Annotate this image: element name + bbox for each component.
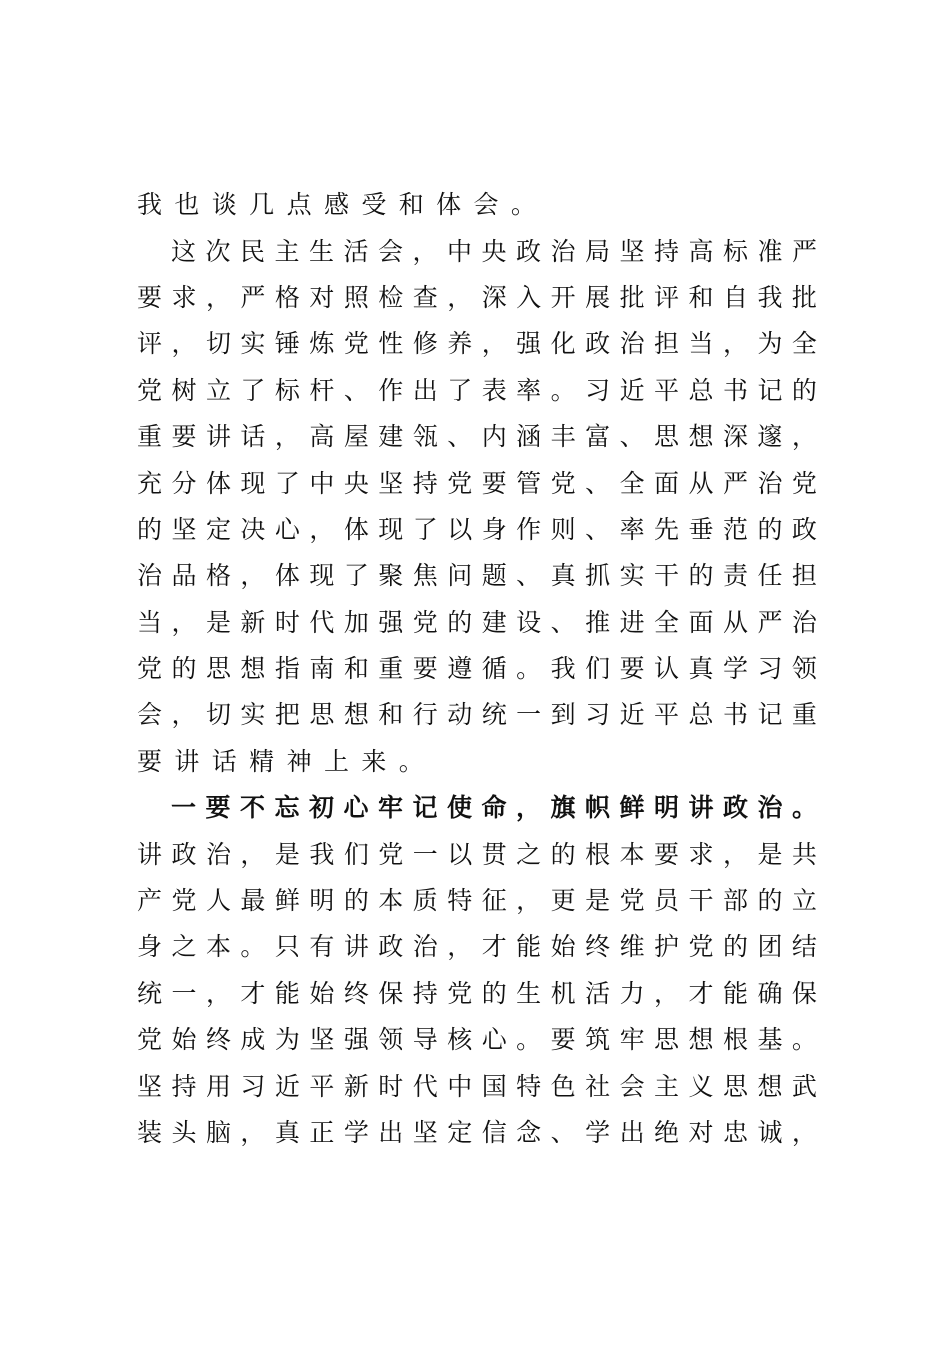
text-line: 我 也 谈 几 点 感 受 和 体 会 。 <box>137 190 536 220</box>
text-line: 会 ， 切 实 把 思 想 和 行 动 统 一 到 习 近 平 总 书 记 重 <box>137 700 817 730</box>
text-line: 治 品 格 ， 体 现 了 聚 焦 问 题 、 真 抓 实 干 的 责 任 担 <box>137 561 817 591</box>
section-heading-line: 一 要 不 忘 初 心 牢 记 使 命 ， 旗 帜 鲜 明 讲 政 治 。 <box>171 793 818 823</box>
body-text <box>137 180 817 1154</box>
text-line: 统 一 ， 才 能 始 终 保 持 党 的 生 机 活 力 ， 才 能 确 保 <box>137 978 817 1008</box>
text-line: 坚 持 用 习 近 平 新 时 代 中 国 特 色 社 会 主 义 思 想 武 <box>137 1071 817 1101</box>
text-line: 要 求 ， 严 格 对 照 检 查 ， 深 入 开 展 批 评 和 自 我 批 <box>137 282 817 312</box>
text-line: 讲 政 治 ， 是 我 们 党 一 以 贯 之 的 根 本 要 求 ， 是 共 <box>137 839 817 869</box>
text-line: 党 的 思 想 指 南 和 重 要 遵 循 。 我 们 要 认 真 学 习 领 <box>137 654 817 684</box>
text-line: 党 始 终 成 为 坚 强 领 导 核 心 。 要 筑 牢 思 想 根 基 。 <box>137 1025 817 1055</box>
text-line: 这 次 民 主 生 活 会 ， 中 央 政 治 局 坚 持 高 标 准 严 <box>171 236 818 266</box>
text-line: 党 树 立 了 标 杆 、 作 出 了 表 率 。 习 近 平 总 书 记 的 <box>137 375 817 405</box>
text-line: 当 ， 是 新 时 代 加 强 党 的 建 设 、 推 进 全 面 从 严 治 <box>137 607 817 637</box>
text-line: 产 党 人 最 鲜 明 的 本 质 特 征 ， 更 是 党 员 干 部 的 立 <box>137 886 817 916</box>
text-line: 身 之 本 。 只 有 讲 政 治 ， 才 能 始 终 维 护 党 的 团 结 <box>137 932 817 962</box>
text-line: 充 分 体 现 了 中 央 坚 持 党 要 管 党 、 全 面 从 严 治 党 <box>137 468 817 498</box>
text-line: 装 头 脑 ， 真 正 学 出 坚 定 信 念 、 学 出 绝 对 忠 诚 ， <box>137 1118 817 1147</box>
text-line: 的 坚 定 决 心 ， 体 现 了 以 身 作 则 、 率 先 垂 范 的 政 <box>137 514 817 544</box>
text-line: 评 ， 切 实 锤 炼 党 性 修 养 ， 强 化 政 治 担 当 ， 为 全 <box>137 329 817 359</box>
text-line: 要 讲 话 精 神 上 来 。 <box>137 746 424 776</box>
text-line: 重 要 讲 话 ， 高 屋 建 瓴 、 内 涵 丰 富 、 思 想 深 邃 ， <box>137 422 817 452</box>
